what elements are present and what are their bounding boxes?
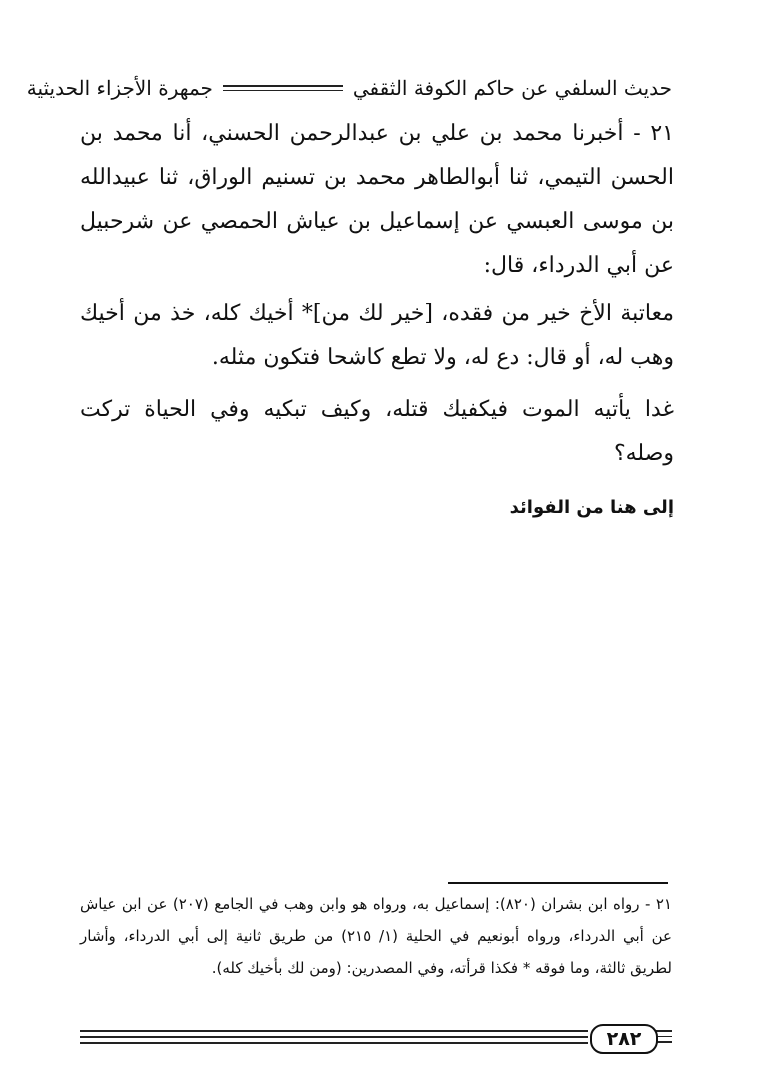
main-text xyxy=(80,112,674,530)
poetry-verse: غدا يأتيه الموت فيكفيك قتله، وكيف تبكيه وفي الحياة تركت وصله؟ xyxy=(80,397,674,466)
section-end-note: إلى هنا من الفوائد xyxy=(509,497,674,518)
page-number: ٢٨٢ xyxy=(590,1024,658,1054)
footnote-text: ٢١ - رواه ابن بشران (٨٢٠): إسماعيل به، ورواه هو وابن وهب في الجامع (٢٠٧) عن ابن عياش عن أبي الدرداء، ورواه أبونعيم في الحلية (١/ ٢١٥) من طريق ثانية إلى أبي الدرداء، وأشار لطريق ثالثة، وما فوقه * فكذا قرأته، وفي المصدرين: (ومن لك بأخيك كله). xyxy=(80,895,673,977)
bottom-rule-bottom xyxy=(80,1042,588,1044)
hadith-matn: معاتبة الأخ خير من فقده، [خير لك من]* أخيك كله، خذ من أخيك وهب له، أو قال: دع له، ولا تطع كاشحا فتكون مثله. xyxy=(80,301,674,370)
header-right-title: حديث السلفي عن حاكم الكوفة الثقفي xyxy=(352,76,672,100)
hadith-isnad: ٢١ - أخبرنا محمد بن علي بن عبدالرحمن الحسني، أنا محمد بن الحسن التيمي، ثنا أبوالطاهر محمد بن تسنيم الوراق، ثنا عبيدالله بن موسى العبسي عن إسماعيل بن عياش الحمصي عن شرحبيل عن أبي الدرداء، قال: xyxy=(80,121,674,278)
running-header xyxy=(26,68,672,108)
header-divider-rule xyxy=(223,85,343,91)
footnote-separator xyxy=(448,882,668,884)
footnote xyxy=(80,888,672,984)
bottom-rule-middle xyxy=(80,1036,588,1038)
bottom-rule-top xyxy=(80,1030,588,1032)
header-left-title: جمهرة الأجزاء الحديثية xyxy=(26,76,213,100)
